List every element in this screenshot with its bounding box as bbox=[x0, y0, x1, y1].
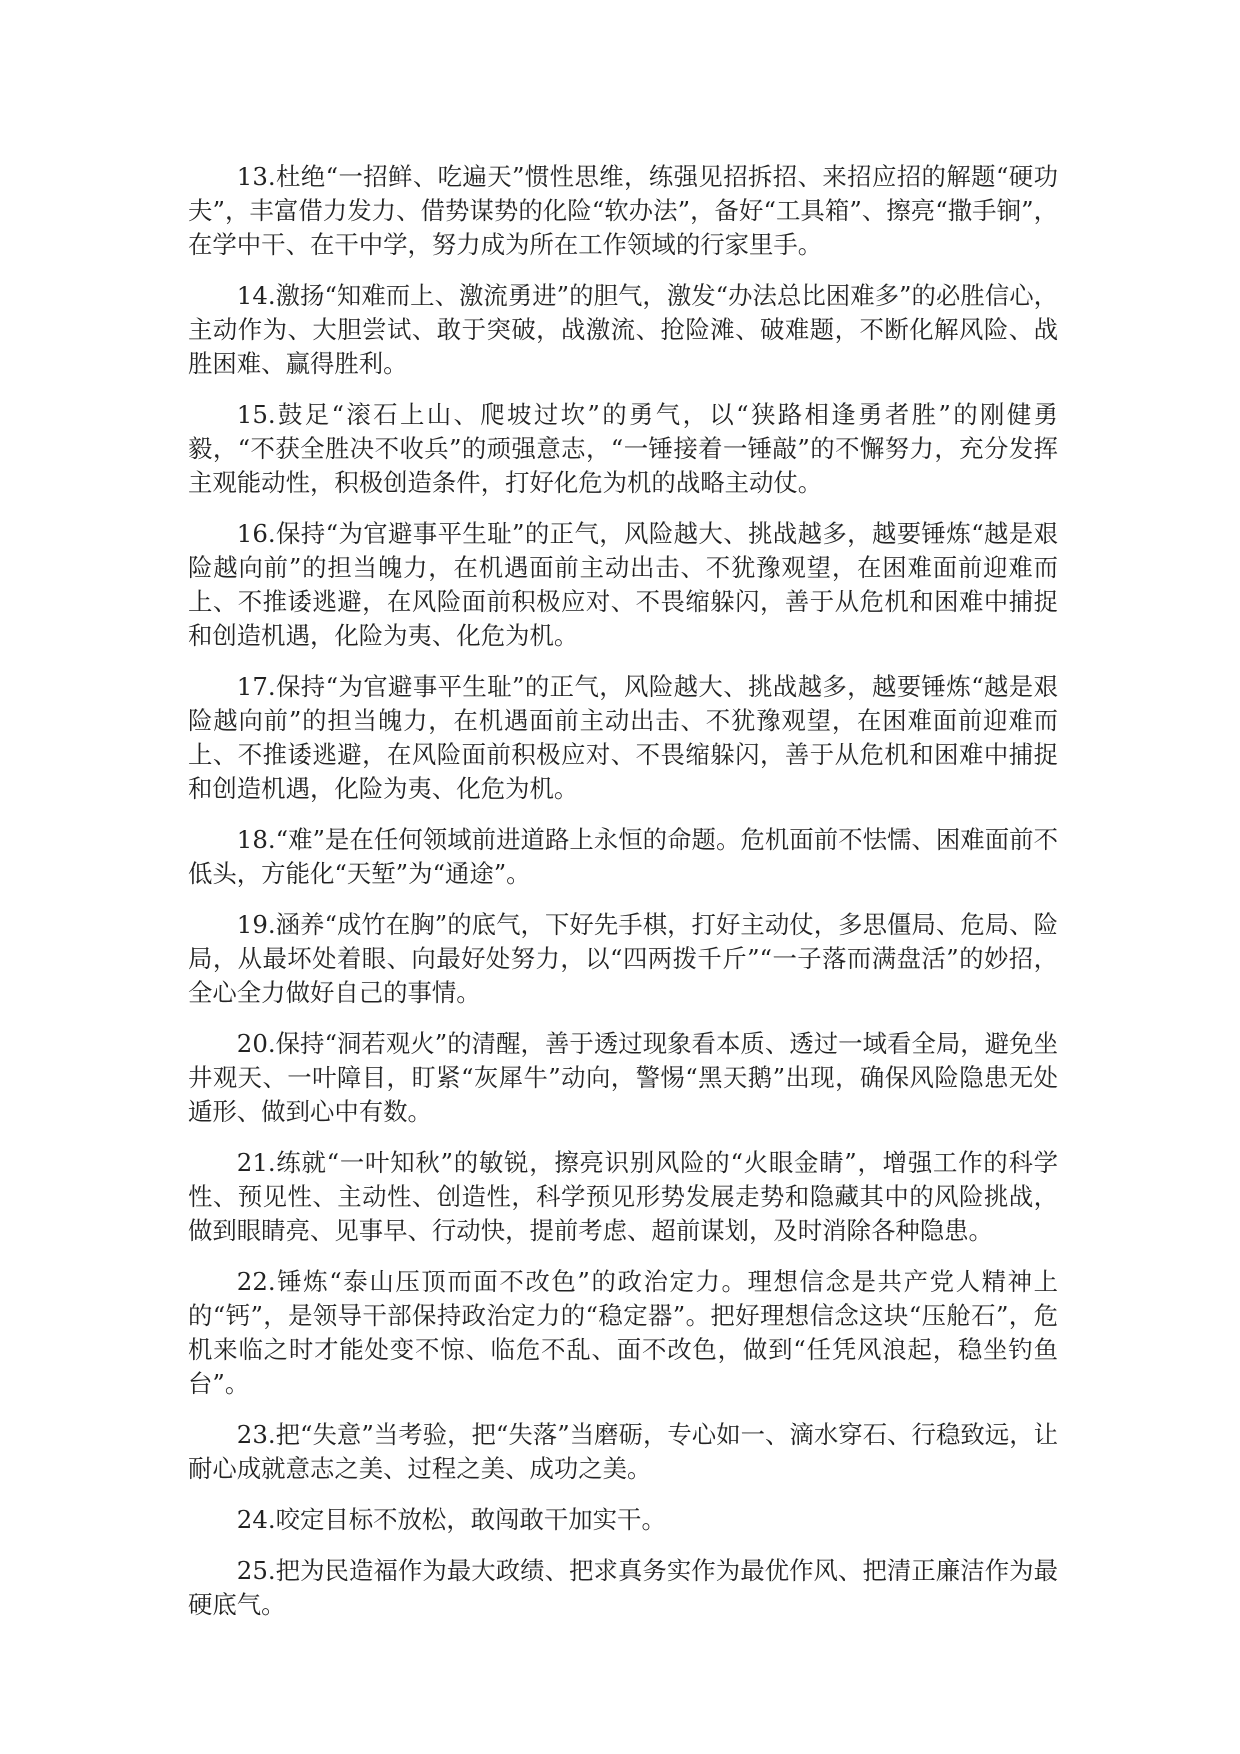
document-body bbox=[188, 160, 1058, 1639]
paragraph-19: 19.涵养“成竹在胸”的底气，下好先手棋，打好主动仗，多思僵局、危局、险局，从最坏处着眼、向最好处努力，以“四两拨千斤”“一子落而满盘活”的妙招，全心全力做好自己的事情。 bbox=[188, 910, 1058, 1007]
paragraph-18: 18.“难”是在任何领域前进道路上永恒的命题。危机面前不怯懦、困难面前不低头，方能化“天堑”为“通途”。 bbox=[188, 825, 1058, 888]
paragraph-24: 24.咬定目标不放松，敢闯敢干加实干。 bbox=[236, 1505, 666, 1534]
paragraph-25: 25.把为民造福作为最大政绩、把求真务实作为最优作风、把清正廉洁作为最硬底气。 bbox=[188, 1556, 1058, 1619]
paragraph-22: 22.锤炼“泰山压顶而面不改色”的政治定力。理想信念是共产党人精神上的“钙”，是领导干部保持政治定力的“稳定器”。把好理想信念这块“压舱石”，危机来临之时才能处变不惊、临危不乱、面不改色，做到“任凭风浪起，稳坐钓鱼台”。 bbox=[188, 1267, 1058, 1398]
paragraph-23: 23.把“失意”当考验，把“失落”当磨砺，专心如一、滴水穿石、行稳致远，让耐心成就意志之美、过程之美、成功之美。 bbox=[188, 1420, 1058, 1483]
paragraph-15: 15.鼓足“滚石上山、爬坡过坎”的勇气，以“狭路相逢勇者胜”的刚健勇毅，“不获全胜决不收兵”的顽强意志，“一锤接着一锤敲”的不懈努力，充分发挥主观能动性，积极创造条件，打好化危为机的战略主动仗。 bbox=[188, 400, 1058, 497]
paragraph-17: 17.保持“为官避事平生耻”的正气，风险越大、挑战越多，越要锤炼“越是艰险越向前”的担当魄力，在机遇面前主动出击、不犹豫观望，在困难面前迎难而上、不推诿逃避，在风险面前积极应对、不畏缩躲闪，善于从危机和困难中捕捉和创造机遇，化险为夷、化危为机。 bbox=[188, 672, 1058, 803]
paragraph-20: 20.保持“洞若观火”的清醒，善于透过现象看本质、透过一域看全局，避免坐井观天、一叶障目，盯紧“灰犀牛”动向，警惕“黑天鹅”出现，确保风险隐患无处遁形、做到心中有数。 bbox=[188, 1029, 1058, 1126]
paragraph-13: 13.杜绝“一招鲜、吃遍天”惯性思维，练强见招拆招、来招应招的解题“硬功夫”，丰富借力发力、借势谋势的化险“软办法”，备好“工具箱”、擦亮“撒手锏”，在学中干、在干中学，努力成为所在工作领域的行家里手。 bbox=[188, 162, 1058, 259]
paragraph-21: 21.练就“一叶知秋”的敏锐，擦亮识别风险的“火眼金睛”，增强工作的科学性、预见性、主动性、创造性，科学预见形势发展走势和隐藏其中的风险挑战，做到眼睛亮、见事早、行动快，提前考虑、超前谋划，及时消除各种隐患。 bbox=[188, 1148, 1058, 1245]
paragraph-16: 16.保持“为官避事平生耻”的正气，风险越大、挑战越多，越要锤炼“越是艰险越向前”的担当魄力，在机遇面前主动出击、不犹豫观望，在困难面前迎难而上、不推诿逃避，在风险面前积极应对、不畏缩躲闪，善于从危机和困难中捕捉和创造机遇，化险为夷、化危为机。 bbox=[188, 519, 1058, 650]
paragraph-14: 14.激扬“知难而上、激流勇进”的胆气，激发“办法总比困难多”的必胜信心，主动作为、大胆尝试、敢于突破，战激流、抢险滩、破难题，不断化解风险、战胜困难、赢得胜利。 bbox=[188, 281, 1058, 378]
